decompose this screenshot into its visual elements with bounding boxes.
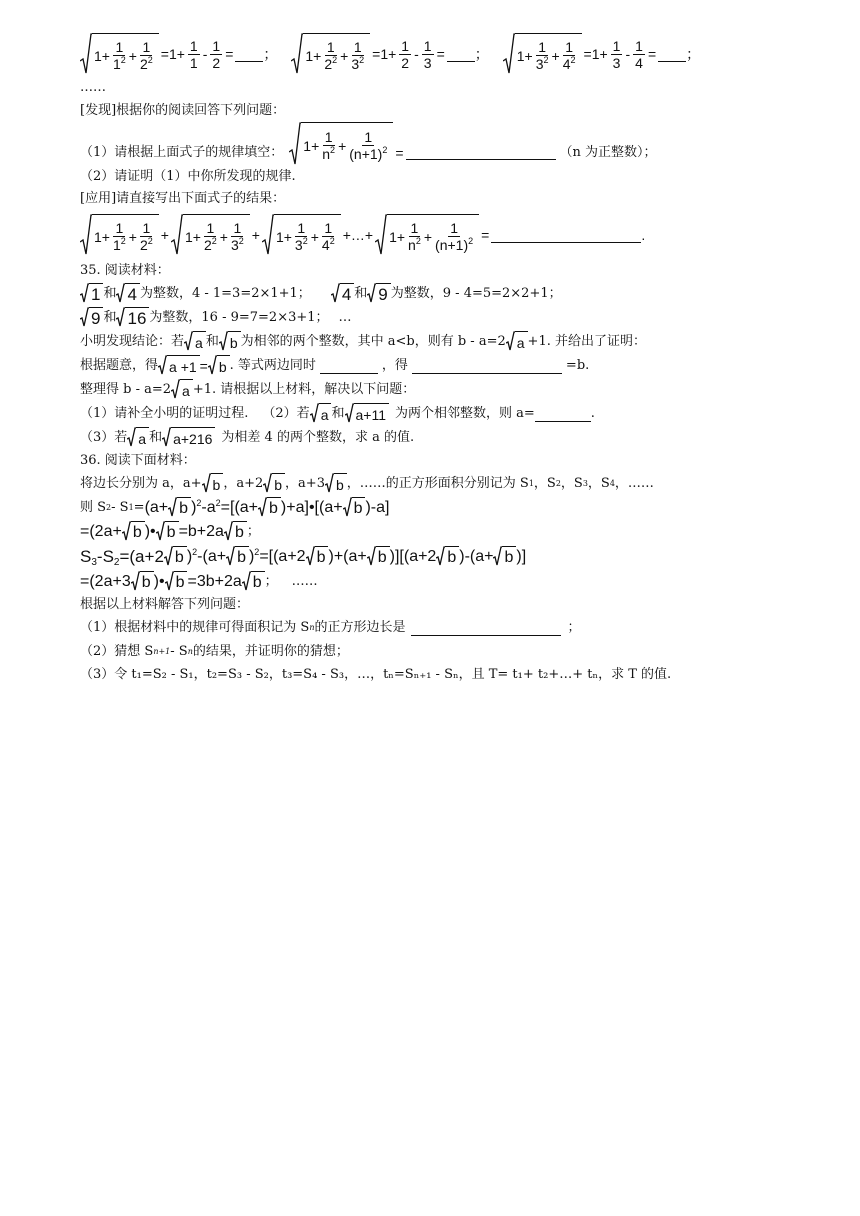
p35-questions-1-2: （1）请补全小明的证明过程. （2）若 a 和 a+11 为两个相邻整数，则 a= . bbox=[80, 402, 770, 426]
answer-blank[interactable] bbox=[535, 407, 591, 422]
answer-blank[interactable] bbox=[658, 47, 686, 62]
p35-proof: 根据题意，得 a +1 = b . 等式两边同时 ，得 =b. bbox=[80, 354, 770, 378]
p35-line-2: 9 和 16 为整数，16 - 9=7=2×3+1； … bbox=[80, 306, 770, 330]
p36-line-1: 将边长分别为 a，a+ b ，a+2 b ，a+3 b ，……的正方形面积分别记为 S 1 ，S 2 ，S 3 ，S 4 ，…… bbox=[80, 472, 770, 496]
discover-question-2: （2）请证明（1）中你所发现的规律. bbox=[80, 169, 296, 184]
p36-derivation-3: $S_3-S_2=(a+2$ b )$^2$-(a+ b )$^2$=[(a+2 b )+(a+ b )][(a+2 b )-(a+ b )] bbox=[80, 547, 527, 568]
p36-question-3: （3）令 t₁=S₂ - S₁，t₂=S₃ - S₂，t₃=S₄ - S₃，…，tₙ=Sₙ₊₁ - Sₙ，且 T= t₁+ t₂+…+ tₙ，求 T 的值. bbox=[80, 667, 672, 682]
answer-blank[interactable] bbox=[447, 47, 475, 62]
separator: ； bbox=[263, 46, 278, 62]
p36-question-2: （2）猜想 S n+1 - S n 的结果，并证明你的猜想； bbox=[80, 644, 349, 659]
p36-derivation-2: =(2a+ b )• b =b+2a b ； bbox=[80, 520, 770, 544]
separator: ； bbox=[686, 46, 701, 62]
p36-heading: 根据以上材料解答下列问题： bbox=[80, 597, 250, 612]
separator: ； bbox=[474, 46, 489, 62]
sqrt-expression: 1+ $\frac{1}{2^2}$ + $\frac{1}{3^2}$ bbox=[291, 33, 370, 75]
p36-derivation-4: =(2a+3 b )• b =3b+2a b ； …… bbox=[80, 570, 770, 594]
answer-blank[interactable] bbox=[320, 359, 378, 374]
discover-heading: [发现]根据你的阅读回答下列问题： bbox=[80, 103, 286, 118]
problem-35-title: 35. 阅读材料： bbox=[80, 263, 170, 278]
answer-blank[interactable] bbox=[235, 47, 263, 62]
general-sqrt-expression: 1+ $\frac{1}{n^2}$ + $\frac{1}{(n+1)^2}$ bbox=[289, 122, 393, 166]
p35-conclusion: 小明发现结论：若 a 和 b 为相邻的两个整数，其中 a<b，则有 b - a=2 a +1. 并给出了证明： bbox=[80, 330, 770, 354]
p36-derivation-1: 则 S 2 - S 1 = (a+ b )$^2-a^2=[(a+$ b )+a]•[(a+ b )-a] bbox=[80, 496, 770, 520]
sqrt-expression: 1+ $\frac{1}{1^2}$ + $\frac{1}{2^2}$ bbox=[80, 33, 159, 75]
problem-36-title: 36. 阅读下面材料： bbox=[80, 453, 196, 468]
worksheet-page bbox=[80, 28, 770, 686]
sqrt-expression: 1+ $\frac{1}{3^2}$ + $\frac{1}{4^2}$ bbox=[503, 33, 582, 75]
discover-question-1: （1）请根据上面式子的规律填空： 1+ $\frac{1}{n^2}$ + $\frac{1}{(n+1)^2}$ = （n 为正整数）； bbox=[80, 122, 770, 166]
answer-blank[interactable] bbox=[412, 359, 562, 374]
apply-sum-expression: 1+ $\frac{1}{1^2}$ + $\frac{1}{2^2}$ + 1+ $\frac{1}{2^2}$ + $\frac{1}{3^2}$ + 1+ $\frac{1}{3^2}$ + $\frac{1}{4^2}$ +…+ 1+ $\frac{1}{n^2}$ + $\frac{1}{(n+1)^2}$ = . bbox=[80, 210, 770, 260]
apply-heading: [应用]请直接写出下面式子的结果： bbox=[80, 191, 286, 206]
answer-blank[interactable] bbox=[406, 145, 556, 160]
pattern-examples-row: 1+ $\frac{1}{1^2}$ + $\frac{1}{2^2}$ =1+ $\frac{1}{1}$ - $\frac{1}{2}$ = ； 1+ $\frac{1}{2^2}$ + $\frac{1}{3^2}$ =1+ $\frac{1}{2}$ - $\frac{1}{3}$ = ； 1+ $\frac{1}{3^2}$ + $\frac{1}{4^2}$ =1+ $\frac{1}{3}$ - $\frac{1}{4}$ = ； bbox=[80, 28, 770, 80]
answer-blank[interactable] bbox=[491, 228, 641, 243]
p35-question-3: （3）若 a 和 a+216 为相差 4 的两个整数，求 a 的值. bbox=[80, 426, 770, 450]
answer-blank[interactable] bbox=[411, 621, 561, 636]
p35-final: 整理得 b - a=2 a +1. 请根据以上材料，解决以下问题： bbox=[80, 378, 770, 402]
p35-line-1: 1 和 4 为整数，4 - 1=3=2×1+1； 4 和 9 为整数，9 - 4=5=2×2+1； bbox=[80, 282, 770, 306]
p36-question-1: （1）根据材料中的规律可得面积记为 S n 的正方形边长是 ； bbox=[80, 620, 581, 635]
ellipsis: …… bbox=[80, 80, 106, 95]
